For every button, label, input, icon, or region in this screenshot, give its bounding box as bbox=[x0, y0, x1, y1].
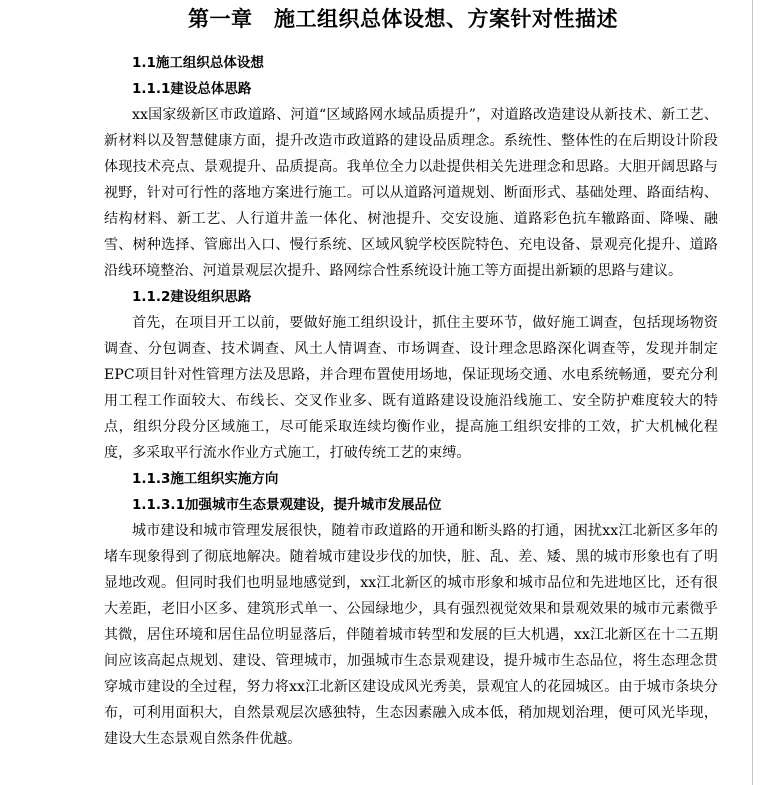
page-edge-divider bbox=[752, 0, 753, 785]
section-heading-1-1-1: 1.1.1建设总体思路 bbox=[132, 81, 252, 97]
section-heading-1-1: 1.1施工组织总体设想 bbox=[132, 55, 264, 71]
document-body bbox=[104, 50, 718, 752]
paragraph-ecological-landscape: 城市建设和城市管理发展很快，随着市政道路的开通和断头路的打通，困扰xx江北新区多年的堵车现象得到了彻底地解决。随着城市建设步伐的加快，脏、乱、差、矮、黑的城市形象也有了明显地改观。但同时我们也明显地感觉到，xx江北新区的城市形象和城市品位和先进地区比，还有很大差距，老旧小区多、建筑形式单一、公园绿地少，具有强烈视觉效果和景观效果的城市元素微乎其微，居住环境和居住品位明显落后，伴随着城市转型和发展的巨大机遇，xx江北新区在十二五期间应该高起点规划、建设、管理城市，加强城市生态景观建设，提升城市生态品位，将生态理念贯穿城市建设的全过程，努力将xx江北新区建设成风光秀美，景观宜人的花园城区。由于城市条块分布，可利用面积大，自然景观层次感独特，生态因素融入成本低，稍加规划治理，便可风光毕现，建设大生态景观自然条件优越。 bbox=[104, 523, 718, 747]
paragraph-construction-organization-idea: 首先，在项目开工以前，要做好施工组织设计，抓住主要环节，做好施工调查，包括现场物资调查、分包调查、技术调查、风土人情调查、市场调查、设计理念思路深化调查等，发现并制定EPC项目针对性管理方法及思路，并合理布置使用场地，保证现场交通、水电系统畅通，要充分利用工程工作面较大、布线长、交叉作业多、既有道路建设设施沿线施工、安全防护难度较大的特点，组织分段分区域施工，尽可能采取连续均衡作业，提高施工组织安排的工效，扩大机械化程度，多采取平行流水作业方式施工，打破传统工艺的束缚。 bbox=[104, 315, 718, 461]
paragraph-construction-overall-idea: xx国家级新区市政道路、河道“区域路网水域品质提升”，对道路改造建设从新技术、新工艺、新材料以及智慧健康方面，提升改造市政道路的建设品质理念。系统性、整体性的在后期设计阶段体现技术亮点、景观提升、品质提高。我单位全力以赴提供相关先进理念和思路。大胆开阔思路与视野，针对可行性的落地方案进行施工。可以从道路河道规划、断面形式、基础处理、路面结构、结构材料、新工艺、人行道井盖一体化、树池提升、交安设施、道路彩色抗车辙路面、降噪、融雪、树种选择、管廊出入口、慢行系统、区域风貌学校医院特色、充电设备、景观亮化提升、道路沿线环境整治、河道景观层次提升、路网综合性系统设计施工等方面提出新颖的思路与建议。 bbox=[104, 107, 718, 279]
section-heading-1-1-3-1: 1.1.3.1加强城市生态景观建设，提升城市发展品位 bbox=[132, 497, 442, 513]
chapter-title: 第一章 施工组织总体设想、方案针对性描述 bbox=[188, 7, 618, 31]
section-heading-1-1-2: 1.1.2建设组织思路 bbox=[132, 289, 252, 305]
section-heading-1-1-3: 1.1.3施工组织实施方向 bbox=[132, 471, 279, 487]
